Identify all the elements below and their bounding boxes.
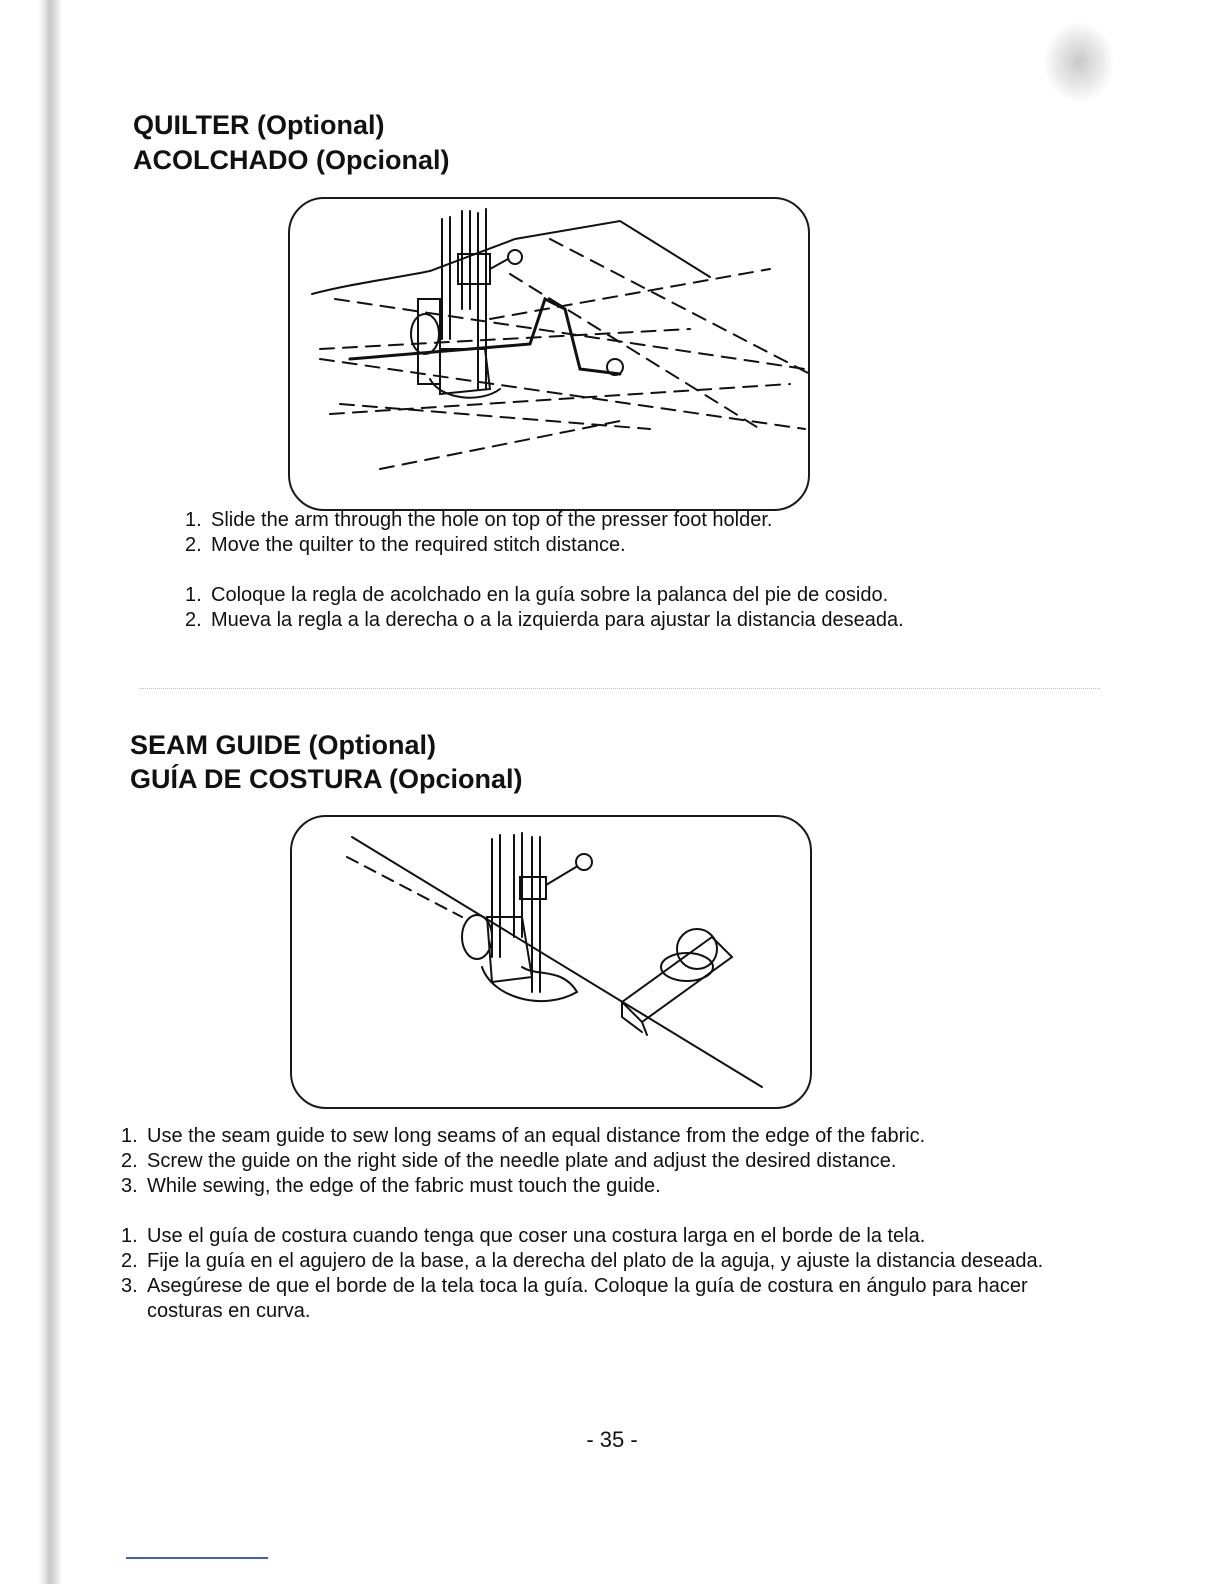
quilter-steps-en [185,508,772,558]
page-number: - 35 - [586,1427,638,1452]
seam-guide-steps-en [121,1124,925,1199]
quilter-step-en-2: Move the quilter to the required stitch distance. [211,534,626,556]
seam-guide-steps-es [121,1224,1047,1324]
quilter-step-es-1: Coloque la regla de acolchado en la guía sobre la palanca del pie de cosido. [211,584,889,606]
section-divider [140,688,1100,689]
seam-guide-step-es-3: Asegúrese de que el borde de la tela toca la guía. Coloque la guía de costura en ángulo para hacer costuras en curva. [147,1275,1028,1322]
seam-guide-title-es: GUÍA DE COSTURA (Opcional) [130,764,523,794]
seam-guide-drawing [292,817,810,1107]
quilter-title-en: QUILTER (Optional) [133,110,385,140]
quilter-step-en-1: Slide the arm through the hole on top of the presser foot holder. [211,509,773,531]
seam-guide-step-en-3: While sewing, the edge of the fabric must touch the guide. [147,1175,661,1197]
quilter-title-es: ACOLCHADO (Opcional) [133,145,450,175]
quilter-step-es-2: Mueva la regla a la derecha o a la izquierda para ajustar la distancia deseada. [211,609,904,631]
seam-guide-step-es-2: Fije la guía en el agujero de la base, a la derecha del plato de la aguja, y ajuste la distancia deseada. [147,1250,1044,1272]
seam-guide-illustration [290,815,812,1109]
seam-guide-step-en-1: Use the seam guide to sew long seams of an equal distance from the edge of the fabric. [147,1125,926,1147]
scan-edge-shadow [0,0,62,1584]
seam-guide-step-en-2: Screw the guide on the right side of the needle plate and adjust the desired distance. [147,1150,897,1172]
quilter-steps-es [185,583,904,633]
scan-speck [1044,22,1114,102]
seam-guide-step-es-1: Use el guía de costura cuando tenga que coser una costura larga en el borde de la tela. [147,1225,926,1247]
quilter-drawing [290,199,808,509]
footer-rule [126,1557,268,1559]
quilter-illustration [288,197,810,511]
seam-guide-title-en: SEAM GUIDE (Optional) [130,730,436,760]
